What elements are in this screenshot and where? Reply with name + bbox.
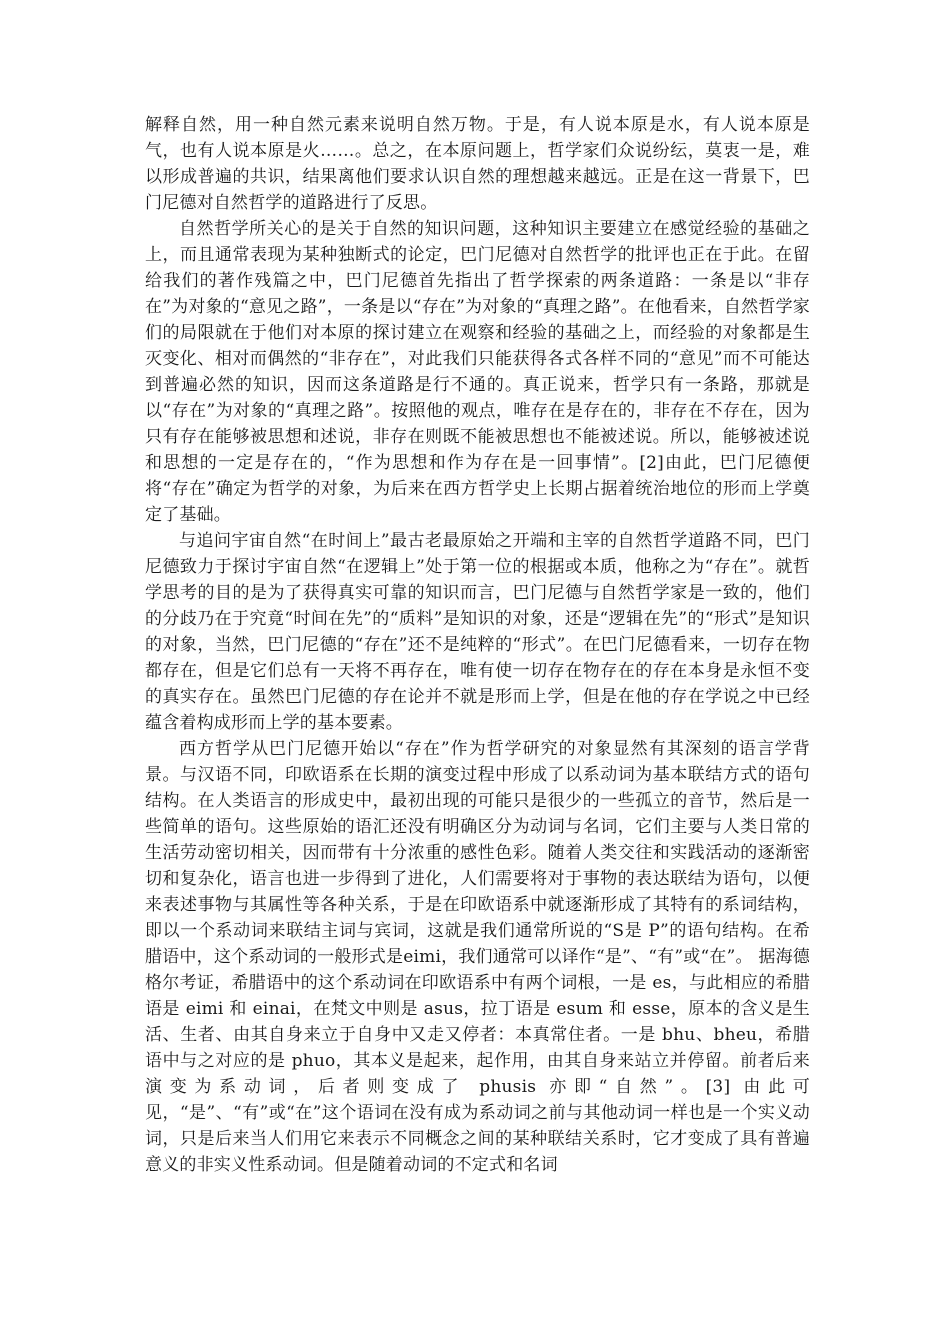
document-page [145, 112, 810, 1178]
paragraph-2: 自然哲学所关心的是关于自然的知识问题，这种知识主要建立在感觉经验的基础之上，而且通常表现为某种独断式的论定，巴门尼德对自然哲学的批评也正在于此。在留给我们的著作残篇之中，巴门尼德首先指出了哲学探索的两条道路：一条是以“非存在”为对象的“意见之路”，一条是以“存在”为对象的“真理之路”。在他看来，自然哲学家们的局限就在于他们对本原的探讨建立在观察和经验的基础之上，而经验的对象都是生灭变化、相对而偶然的“非存在”，对此我们只能获得各式各样不同的“意见”而不可能达到普遍必然的知识，因而这条道路是行不通的。真正说来，哲学只有一条路，那就是以“存在”为对象的“真理之路”。按照他的观点，唯存在是存在的，非存在不存在，因为只有存在能够被思想和述说，非存在则既不能被思想也不能被述说。所以，能够被述说和思想的一定是存在的，“作为思想和作为存在是一回事情”。[2]由此，巴门尼德便将“存在”确定为哲学的对象，为后来在西方哲学史上长期占据着统治地位的形而上学奠定了基础。 [145, 219, 810, 525]
paragraph-1: 解释自然，用一种自然元素来说明自然万物。于是，有人说本原是水，有人说本原是气，也有人说本原是火……。总之，在本原问题上，哲学家们众说纷纭，莫衷一是，难以形成普遍的共识，结果离他们要求认识自然的理想越来越远。正是在这一背景下，巴门尼德对自然哲学的道路进行了反思。 [145, 115, 810, 213]
paragraph-4: 西方哲学从巴门尼德开始以“存在”作为哲学研究的对象显然有其深刻的语言学背景。与汉语不同，印欧语系在长期的演变过程中形成了以系动词为基本联结方式的语句结构。在人类语言的形成史中，最初出现的可能只是很少的一些孤立的音节，然后是一些简单的语句。这些原始的语汇还没有明确区分为动词与名词，它们主要与人类日常的生活劳动密切相关，因而带有十分浓重的感性色彩。随着人类交往和实践活动的逐渐密切和复杂化，语言也进一步得到了进化，人们需要将对于事物的表达联结为语句，以便来表述事物与其属性等各种关系，于是在印欧语系中就逐渐形成了其特有的系词结构，即以一个系动词来联结主词与宾词，这就是我们通常所说的“S是 P”的语句结构。在希腊语中，这个系动词的一般形式是eimi，我们通常可以译作“是”、“有”或“在”。 据海德格尔考证，希腊语中的这个系动词在印欧语系中有两个词根，一是 es，与此相应的希腊语是 eimi 和 einai，在梵文中则是 asus，拉丁语是 esum 和 esse，原本的含义是生活、生者、由其自身来立于自身中又走又停者：本真常住者。一是 bhu、bheu，希腊语中与之对应的是 phuo，其本义是起来，起作用，由其自身来站立并停留。前者后来演变为系动词，后者则变成了 phusis 亦即“自然”。[3] 由此可见，“是”、“有”或“在”这个语词在没有成为系动词之前与其他动词一样也是一个实义动词，只是后来当人们用它来表示不同概念之间的某种联结关系时，它才变成了具有普遍意义的非实义性系动词。但是随着动词的不定式和名词 [145, 739, 810, 1175]
paragraph-3: 与追问宇宙自然“在时间上”最古老最原始之开端和主宰的自然哲学道路不同，巴门尼德致力于探讨宇宙自然“在逻辑上”处于第一位的根据或本质，他称之为“存在”。就哲学思考的目的是为了获得真实可靠的知识而言，巴门尼德与自然哲学家是一致的，他们的分歧乃在于究竟“时间在先”的“质料”是知识的对象，还是“逻辑在先”的“形式”是知识的对象，当然，巴门尼德的“存在”还不是纯粹的“形式”。在巴门尼德看来，一切存在物都存在，但是它们总有一天将不再存在，唯有使一切存在物存在的存在本身是永恒不变的真实存在。虽然巴门尼德的存在论并不就是形而上学，但是在他的存在学说之中已经蕴含着构成形而上学的基本要素。 [145, 531, 810, 733]
